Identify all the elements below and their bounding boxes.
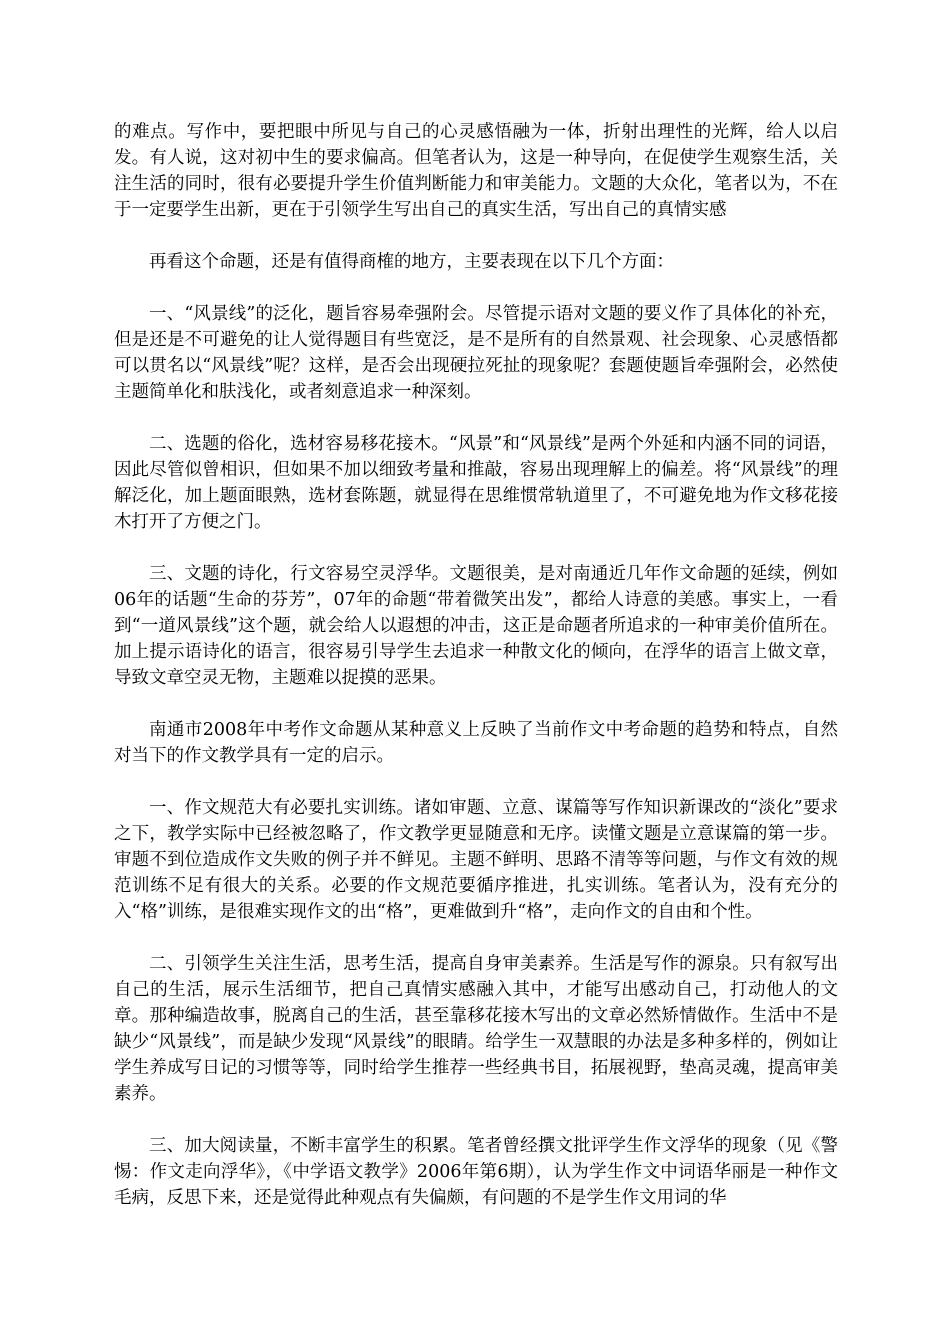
paragraph-intro-insights: 南通市2008年中考作文命题从某种意义上反映了当前作文中考命题的趋势和特点，自然对当下的作文教学具有一定的启示。 (114, 720, 838, 766)
paragraph-issue-1: 一、“风景线”的泛化，题旨容易牵强附会。尽管提示语对文题的要义作了具体化的补充，但是还是不可避免的让人觉得题目有些宽泛，是不是所有的自然景观、社会现象、心灵感悟都可以贯名以“风景线”呢？这样，是否会出现硬拉死扯的现象呢？套题使题旨牵强附会，必然使主题简单化和肤浅化，或者刻意追求一种深刻。 (114, 304, 838, 402)
paragraph-insight-1: 一、作文规范大有必要扎实训练。诸如审题、立意、谋篇等写作知识新课改的“淡化”要求之下，教学实际中已经被忽略了，作文教学更显随意和无序。读懂文题是立意谋篇的第一步。审题不到位造成作文失败的例子并不鲜见。主题不鲜明、思路不清等等问题，与作文有效的规范训练不足有很大的关系。必要的作文规范要循序推进，扎实训练。笔者认为，没有充分的入“格”训练，是很难实现作文的出“格”，更难做到升“格”，走向作文的自由和个性。 (114, 798, 838, 922)
paragraph-insight-2: 二、引领学生关注生活，思考生活，提高自身审美素养。生活是写作的源泉。只有叙写出自己的生活，展示生活细节，把自己真情实感融入其中，才能写出感动自己，打动他人的文章。那种编造故事，脱离自己的生活，甚至靠移花接木写出的文章必然矫情做作。生活中不是缺少“风景线”，而是缺少发现“风景线”的眼睛。给学生一双慧眼的办法是多种多样的，例如让学生养成写日记的习惯等等，同时给学生推荐一些经典书目，拓展视野，垫高灵魂，提高审美素养。 (114, 954, 838, 1104)
paragraph-continuation: 的难点。写作中，要把眼中所见与自己的心灵感悟融为一体，折射出理性的光辉，给人以启发。有人说，这对初中生的要求偏高。但笔者认为，这是一种导向，在促使学生观察生活，关注生活的同时，很有必要提升学生价值判断能力和审美能力。文题的大众化，笔者以为，不在于一定要学生出新，更在于引领学生写出自己的真实生活，写出自己的真情实感 (114, 122, 838, 220)
paragraph-issue-2: 二、选题的俗化，选材容易移花接木。“风景”和“风景线”是两个外延和内涵不同的词语，因此尽管似曾相识，但如果不加以细致考量和推敲，容易出现理解上的偏差。将“风景线”的理解泛化，加上题面眼熟，选材套陈题，就显得在思维惯常轨道里了，不可避免地为作文移花接木打开了方便之门。 (114, 434, 838, 532)
paragraph-insight-3: 三、加大阅读量，不断丰富学生的积累。笔者曾经撰文批评学生作文浮华的现象（见《警惕：作文走向浮华》，《中学语文教学》2006年第6期），认为学生作文中词语华丽是一种作文毛病，反思下来，还是觉得此种观点有失偏颇，有问题的不是学生作文用词的华 (114, 1136, 838, 1208)
paragraph-intro-issues: 再看这个命题，还是有值得商榷的地方，主要表现在以下几个方面： (149, 252, 674, 272)
paragraph-issue-3: 三、文题的诗化，行文容易空灵浮华。文题很美，是对南通近几年作文命题的延续，例如06年的话题“生命的芬芳”，07年的命题“带着微笑出发”，都给人诗意的美感。事实上，一看到“一道风景线”这个题，就会给人以遐想的冲击，这正是命题者所追求的一种审美价值所在。加上提示语诗化的语言，很容易引导学生去追求一种散文化的倾向，在浮华的语言上做文章，导致文章空灵无物，主题难以捉摸的恶果。 (114, 564, 838, 688)
document-page (114, 119, 838, 1237)
